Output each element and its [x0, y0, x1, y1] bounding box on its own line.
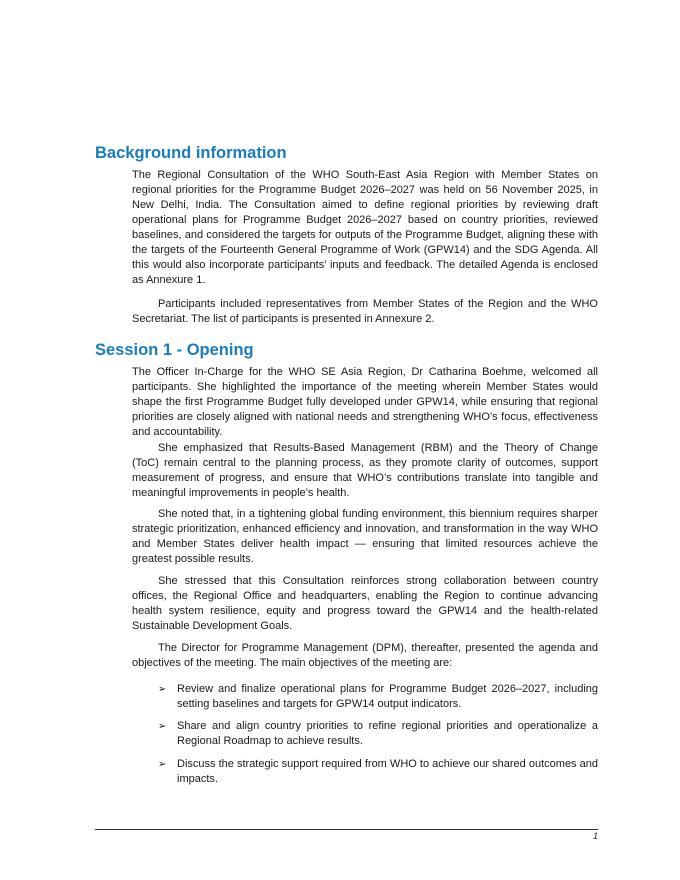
- session-paragraph-3: She noted that, in a tightening global funding environment, this biennium requires sharper strategic prioritization, enhanced efficiency and innovation, and transformation in the way WHO and Member States deliver health impact — ensuring that limited resources achieve the greatest possible results.: [132, 508, 598, 565]
- objective-bullet-1: [158, 682, 598, 712]
- session-paragraph-5: The Director for Programme Management (DPM), thereafter, presented the agenda and objectives of the meeting. The main objectives of the meeting are:: [132, 642, 598, 669]
- session-paragraph-2: She emphasized that Results-Based Management (RBM) and the Theory of Change (ToC) remain central to the planning process, as they promote clarity of outcomes, support measurement of progress, and ensure that WHO’s contributions translate into tangible and meaningful improvements in people’s health.: [132, 442, 598, 499]
- session-paragraph-1: The Officer In-Charge for the WHO SE Asia Region, Dr Catharina Boehme, welcomed all participants. She highlighted the importance of the meeting wherein Member States would shape the first Programme Budget fully developed under GPW14, while ensuring that regional priorities are closely aligned with national needs and strengthening WHO’s focus, effectiveness and accountability.: [132, 366, 598, 438]
- section-heading-background: Background information: [95, 144, 287, 162]
- session-paragraph-4: She stressed that this Consultation reinforces strong collaboration between country offices, the Regional Office and headquarters, enabling the Region to continue advancing health system resilience, equity and progress toward the GPW14 and the health-related Sustainable Development Goals.: [132, 575, 598, 632]
- section-heading-session-1: Session 1 - Opening: [95, 341, 254, 359]
- objective-bullet-3: [158, 757, 598, 787]
- arrowhead-bullet-icon: ➢: [158, 721, 167, 732]
- objective-bullet-2: [158, 719, 598, 749]
- arrowhead-bullet-icon: ➢: [158, 684, 167, 695]
- background-paragraph-1: The Regional Consultation of the WHO South-East Asia Region with Member States on regional priorities for the Programme Budget 2026–2027 was held on 56 November 2025, in New Delhi, India. The Consultation aimed to define regional priorities by reviewing draft operational plans for Programme Budget 2026–2027 based on country priorities, reviewed baselines, and considered the targets for outputs of the Programme Budget, aligning these with the targets of the Fourteenth General Programme of Work (GPW14) and the SDG Agenda. All this would also incorporate participants’ inputs and feedback. The detailed Agenda is enclosed as Annexure 1.: [132, 169, 598, 286]
- page-number: 1: [592, 831, 598, 841]
- arrowhead-bullet-icon: ➢: [158, 759, 167, 770]
- background-paragraph-2: Participants included representatives from Member States of the Region and the WHO Secretariat. The list of participants is presented in Annexure 2.: [132, 298, 598, 325]
- footer-divider: [95, 829, 598, 830]
- objective-text: Share and align country priorities to refine regional priorities and operationalize a Regional Roadmap to achieve results.: [177, 720, 598, 747]
- objective-text: Review and finalize operational plans for Programme Budget 2026–2027, including setting baselines and targets for GPW14 output indicators.: [177, 683, 598, 710]
- objective-text: Discuss the strategic support required from WHO to achieve our shared outcomes and impacts.: [177, 758, 598, 785]
